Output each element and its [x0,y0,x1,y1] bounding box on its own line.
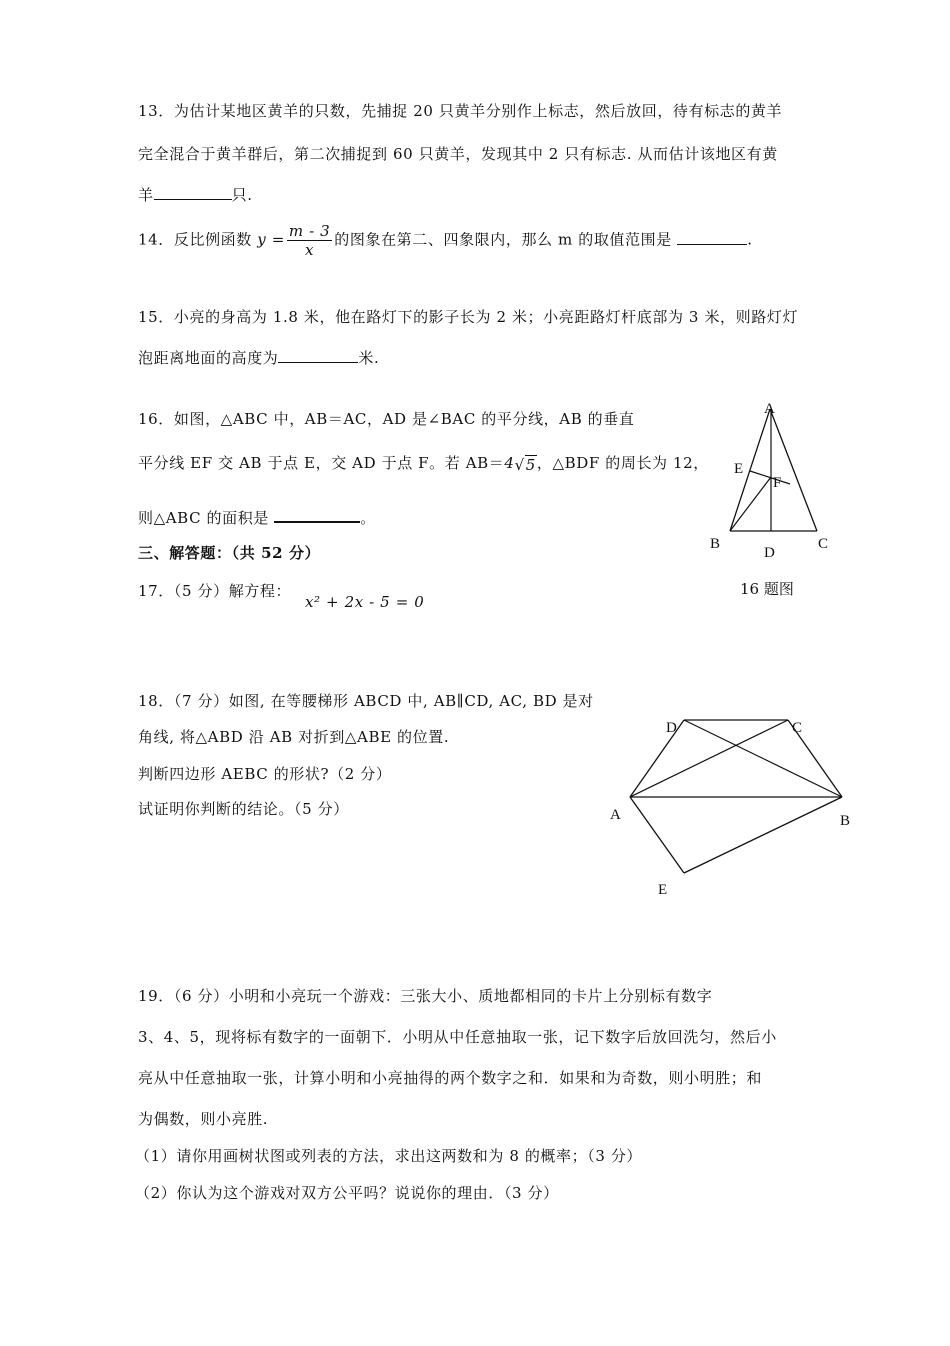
q16-radicand: 5 [525,456,536,474]
q18-label-d: D [666,720,677,736]
q16-figure [700,395,840,570]
q16-line-3 [138,507,376,528]
q16-text-post: ，△BDF 的周长为 12， [536,454,709,472]
q18-line-2: 角线, 将△ABD 沿 AB 对折到△ABE 的位置. [138,728,450,746]
q16-ab-value [504,454,536,472]
q16-line-2 [138,452,709,474]
q13-answer-blank[interactable] [154,185,232,200]
q15-text-post: 米. [358,349,380,367]
q16-sqrt: √5 [514,456,536,474]
q14-denominator: x [305,241,315,259]
q18-figure [600,705,860,900]
q13-text-post: 只. [231,186,253,204]
q18-label-c: C [792,720,803,736]
q14-text-pre: 14．反比例函数 [138,230,258,249]
q13-text-pre: 羊 [138,186,154,204]
q16-text-post-3: 。 [360,509,376,527]
q18-label-b: B [840,813,851,829]
q14-fraction [287,222,332,259]
q13-line-3 [138,184,253,205]
q16-text-pre: 平分线 EF 交 AB 于点 E，交 AD 于点 F。若 AB＝ [138,454,505,472]
q19-line-4: 为偶数，则小亮胜. [138,1110,269,1128]
q14-function-lhs: y = [257,230,285,249]
q16-answer-blank[interactable] [274,507,360,523]
q18-line-3: 判断四边形 AEBC 的形状?（2 分） [138,765,392,783]
q13-line-2: 完全混合于黄羊群后，第二次捕捉到 60 只黄羊，发现其中 2 只有标志. 从而估计该地区有黄 [138,145,778,163]
q18-side-ae [630,797,684,873]
q16-line-1: 16．如图，△ABC 中，AB＝AC，AD 是∠BAC 的平分线，AB 的垂直 [138,410,635,428]
q16-label-c: C [818,536,829,552]
q13-line-1: 13．为估计某地区黄羊的只数，先捕捉 20 只黄羊分别作上标志，然后放回，待有标志的黄羊 [138,102,783,120]
q14-text-post: 的图象在第二、四象限内，那么 m 的取值范围是 [334,230,678,249]
q16-label-b: B [710,536,721,552]
q18-line-1: 18．（7 分）如图, 在等腰梯形 ABCD 中, AB∥CD, AC, BD 是对 [138,692,594,710]
q19-part-2: （2）你认为这个游戏对双方公平吗？说说你的理由．（3 分） [135,1184,559,1202]
q19-line-2: 3、4、5，现将标有数字的一面朝下．小明从中任意抽取一张，记下数字后放回洗匀，然后小 [138,1028,777,1046]
q14-text-end: . [747,230,753,249]
q14-answer-blank[interactable] [677,230,747,245]
q16-label-a: A [764,401,775,417]
q18-side-eb [684,797,842,873]
q16-label-e: E [734,461,744,477]
q16-text-pre-3: 则△ABC 的面积是 [138,509,275,527]
q19-part-1: （1）请你用画树状图或列表的方法，求出这两数和为 8 的概率；（3 分） [135,1147,643,1165]
q15-answer-blank[interactable] [278,348,358,363]
q16-label-f: F [773,475,782,491]
q14-line [138,222,753,259]
q19-line-3: 亮从中任意抽取一张，计算小明和小亮抽得的两个数字之和．如果和为奇数，则小明胜；和 [138,1069,763,1087]
q14-numerator: m - 3 [288,222,331,240]
q16-label-d: D [764,545,775,561]
q15-line-2 [138,347,379,368]
q16-coefficient: 4 [504,454,515,472]
q15-text-pre: 泡距离地面的高度为 [138,349,279,367]
q18-line-4: 试证明你判断的结论。（5 分） [138,800,349,818]
q15-line-1: 15．小亮的身高为 1.8 米，他在路灯下的影子长为 2 米；小亮距路灯杆底部为 3 米，则路灯灯 [138,308,799,326]
q18-label-e: E [658,882,668,898]
q16-segment-bf [730,477,771,531]
q19-line-1: 19．（6 分）小明和小亮玩一个游戏：三张大小、质地都相同的卡片上分别标有数字 [138,987,713,1005]
q18-label-a: A [610,807,621,823]
q17-equation: x² + 2x - 5 = 0 [305,593,425,611]
section-3-title: 三、解答题：（共 52 分） [138,544,321,562]
q16-figure-caption: 16 题图 [740,580,794,598]
q16-side-ac [770,409,817,531]
q17-line: 17．（5 分）解方程： [138,582,292,600]
